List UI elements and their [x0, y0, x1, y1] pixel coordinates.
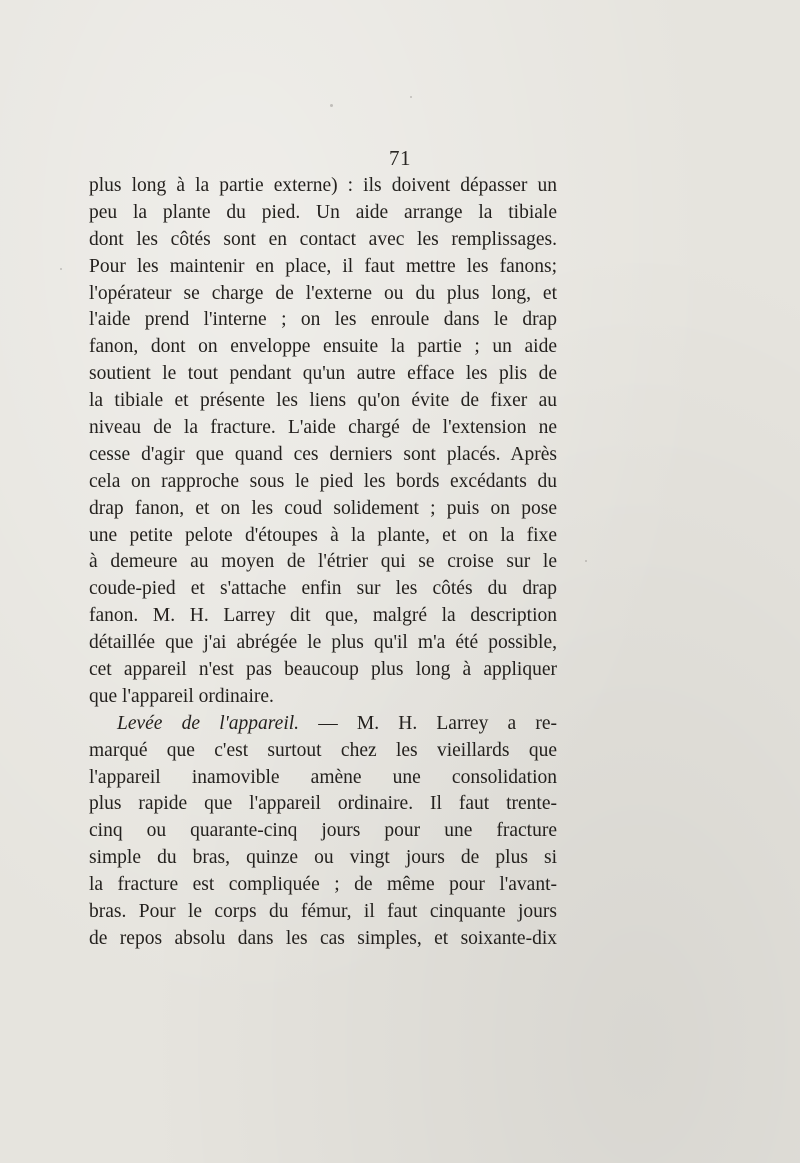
- text-line: peu la plante du pied. Un aide arrange la tibiale: [89, 201, 557, 223]
- text-line: dont les côtés sont en contact avec les remplissages.: [89, 228, 557, 250]
- text-line: l'appareil inamovible amène une consolidation: [89, 766, 557, 788]
- section-heading-line: [89, 711, 557, 738]
- text-line: marqué que c'est surtout chez les vieillards que: [89, 739, 557, 761]
- body-text: [89, 173, 557, 953]
- paper-speck: [60, 268, 62, 270]
- text-line: fanon. M. H. Larrey dit que, malgré la description: [89, 605, 557, 627]
- text-line: la tibiale et présente les liens qu'on évite de fixer au: [89, 390, 557, 412]
- text-line: la fracture est compliquée ; de même pour l'avant-: [89, 874, 557, 896]
- text-line: plus long à la partie externe) : ils doivent dépasser un: [89, 175, 557, 196]
- paper-speck: [330, 104, 333, 107]
- text-line: coude-pied et s'attache enfin sur les côtés du drap: [89, 578, 557, 600]
- text-line: que l'appareil ordinaire.: [89, 685, 274, 707]
- section-heading-continuation: — M. H. Larrey a re-: [299, 712, 557, 734]
- text-line: détaillée que j'ai abrégée le plus qu'il m'a été possible,: [89, 632, 557, 654]
- text-line: Pour les maintenir en place, il faut mettre les fanons;: [89, 255, 557, 277]
- text-line: cesse d'agir que quand ces derniers sont placés. Après: [89, 443, 557, 465]
- text-line: l'opérateur se charge de l'externe ou du plus long, et: [89, 282, 557, 304]
- section-heading: Levée de l'appareil.: [117, 712, 300, 734]
- text-line: drap fanon, et on les coud solidement ; puis on pose: [89, 497, 557, 519]
- text-line: cinq ou quarante-cinq jours pour une fracture: [89, 820, 557, 842]
- text-line: de repos absolu dans les cas simples, et soixante-dix: [89, 927, 557, 949]
- page-number: 71: [389, 146, 411, 170]
- text-line: à demeure au moyen de l'étrier qui se croise sur le: [89, 551, 557, 573]
- text-line: fanon, dont on enveloppe ensuite la partie ; un aide: [89, 336, 557, 358]
- text-line: plus rapide que l'appareil ordinaire. Il faut trente-: [89, 793, 557, 815]
- text-line: cela on rapproche sous le pied les bords excédants du: [89, 470, 557, 492]
- text-line: soutient le tout pendant qu'un autre efface les plis de: [89, 363, 557, 385]
- text-line: niveau de la fracture. L'aide chargé de l'extension ne: [89, 417, 557, 439]
- paper-speck: [585, 560, 587, 562]
- text-line: une petite pelote d'étoupes à la plante, et on la fixe: [89, 524, 557, 546]
- paper-speck: [410, 96, 412, 98]
- text-line: l'aide prend l'interne ; on les enroule dans le drap: [89, 309, 557, 331]
- text-line: cet appareil n'est pas beaucoup plus long à appliquer: [89, 659, 557, 681]
- text-line: simple du bras, quinze ou vingt jours de plus si: [89, 847, 557, 869]
- text-line: bras. Pour le corps du fémur, il faut cinquante jours: [89, 901, 557, 923]
